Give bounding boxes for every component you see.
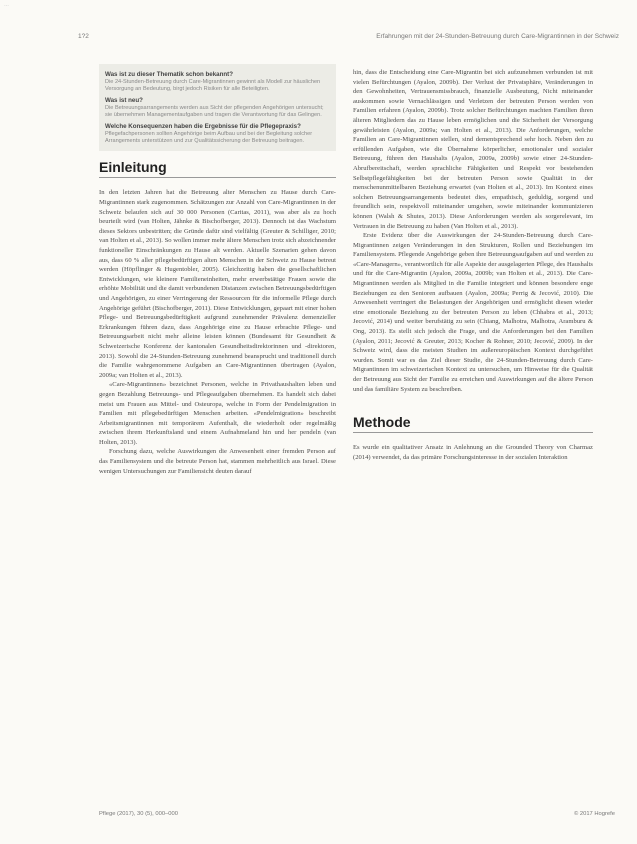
left-column [99,64,336,476]
paragraph: «Care-Migrantinnen» bezeichnet Personen, welche in Privathaushalten leben und gegen Bezahlung Betreuungs- und Pflegeaufgaben übernehmen. Es handelt sich dabei meist um Frauen aus Mittel- und Osteuropa, welche in Form der Pendelmigration in Familien mit pflegebedürftigen Menschen arbeiten. «Pendelmigration» beschreibt Arbeitsmigrantinnen mit temporärem Aufenthalt, die wiederholt oder regelmäßig zwischen ihrem Herkunftsland und einem Aufnahmeland hin und her pendeln (van Holten, 2013). [99,381,336,446]
right-column [353,68,593,462]
paragraph: Erste Evidenz über die Auswirkungen der 24-Stunden-Betreuung durch Care-Migrantinnen zeigen Veränderungen in den Strukturen, Rollen und Beziehungen im Familiensystem. Pflegende Angehörige geben ihre Betreuungsaufgaben auf und werden zu «Care-Managern», verantwortlich für alle Aspekte der ausgelagerten Pflege, des Haushalts und für die Care-Migrantin (Ayalon, 2009a, 2009b; van Holten et al., 2013). Die Care-Migrantinnen werden als Mitglied in die Familie integriert und können besondere enge Beziehungen zu den Senioren aufbauen (Ayalon, 2009a; Perrig & Jecović, 2010). Die Anwesenheit verringert die Belastungen der Angehörigen und ermöglicht diesen wieder eine emotionale Beziehung zu der betreuten Person zu leben (Chhabra et al., 2013; Jecović, 2014) und weiter berufstätig zu sein (Chiang, Malhotra, Malhotra, Aramburu & Ong, 2013). Es stellt sich jedoch die Frage, und die Anforderungen bei den Familien (Ayalon, 2011; Jecović & Greuter, 2013; Kocher & Rohner, 2010; Jecović, 2009). In der Schweiz wird, dass die meisten Studien im außereuropäischen Kontext durchgeführt wurden. Somit war es das Ziel dieser Studie, die 24-Stunden-Betreuung durch Care-Migrantinnen im schweizerischen Kontext zu untersuchen, um Hinweise für die Qualität der Betreuung aus Sicht der Familie zu erreichen und Auswirkungen auf die ältere Person und das familiäre System zu beschreiben. [353,232,593,393]
box-answer-3: Pflegefachpersonen sollten Angehörige beim Aufbau und bei der Begleitung solcher Arrangements unterstützen und zur Qualitätssicherung der Betreuung beitragen. [105,130,313,145]
paragraph: Forschung dazu, welche Auswirkungen die Anwesenheit einer fremden Person auf das Familiensystem und die betreute Person hat, stammen mehrheitlich aus Israel. Diese wenigen Untersuchungen zur Familiensicht deuten darauf [99,448,336,475]
section-title-einleitung: Einleitung [99,159,336,178]
box-question-2: Was ist neu? [105,96,143,104]
key-points-box [99,64,336,151]
corner-mark: … [4,2,9,8]
paragraph: hin, dass die Entscheidung eine Care-Migrantin bei sich aufzunehmen verbunden ist mit vielen Befürchtungen (Ayalon, 2009b). Der Verlust der Privatsphäre, Veränderungen in den Gewohnheiten, Vertrauensmissbrauch, finanzielle Ausbeutung, Nicht miteinander auskommen sowie Vernachlässigen und Verletzen der betreuten Person werden von Familien erfahren (Ayalon, 2009b). Trotz solcher Befürchtungen machten Familien ihren älteren Mitgliedern das zu Hause leben ermöglichen und die Sicherheit der Versorgung gewährleisten (Ayalon, 2009a; van Holten et al., 2013). Die Anforderungen, welche Familien an Care-Migrantinnen stellen, sind dementsprechend sehr hoch. Neben den zu erfüllenden Aufgaben, wie die Übernahme körperlicher, emotionaler und sozialer Betreuung, führen den Haushalts (Ayalon, 2009a, 2009b) sowie einer 24-Stunden-Abrufbereitschaft, werden sprachliche Fähigkeiten und Respekt vor bestehenden Selbstpflegefähigkeiten bei der betreuten Person sowie Qualität in der menschenunmittelbaren Beziehung erwartet (van Holten et al., 2013). Im Kontext eines solchen Betreuungsarrangements bedeutet dies, empathisch, geduldig, sorgend und freundlich sein, respektvoll miteinander umgehen, sowie miteinander kommunizieren können (Walsh & Shutes, 2013). Diese Anforderungen werden als sorgerelevant, im Vertrauen in die Betreuung zu haben (Van Holten et al., 2013). [353,69,593,230]
paragraph: Es wurde ein qualitativer Ansatz in Anlehnung an die Grounded Theory von Charmaz (2014) verwendet, da das primäre Forschungsinteresse in der sozialen Interaktion [353,444,593,461]
box-answer-2: Die Betreuungsarrangements werden aus Sicht der pflegenden Angehörigen untersucht; sie übernehmen Managementaufgaben und tragen die Verantwortung für das Gelingen. [105,104,324,119]
running-title: Erfahrungen mit der 24-Stunden-Betreuung durch Care-Migrantinnen in der Schweiz [376,32,619,40]
box-question-1: Was ist zu dieser Thematik schon bekannt? [105,71,234,78]
footer-copyright: © 2017 Hogrefe [573,811,615,817]
box-question-3: Welche Konsequenzen haben die Ergebnisse für die Pflegepraxis? [105,122,301,130]
section-title-methode: Methode [353,414,593,433]
page-number: 1?2 [78,32,89,40]
paragraph: In den letzten Jahren hat die Betreuung alter Menschen zu Hause durch Care-Migrantinnen stark zugenommen. Schätzungen zur Anzahl von Care-Migrantinnen in der Schweiz belaufen sich auf 30 000 Personen (Caritas, 2011), was aber als zu hoch beurteilt wird (van Holten, Jähnke & Bischofberger, 2013). Dennoch ist das Wachstum dieses Sektors unbestritten; die Gründe dafür sind vielfältig (Greuter & Schilliger, 2010; van Holten et al., 2013). So wollen immer mehr ältere Menschen trotz sich abzeichnender funktioneller Einschränkungen zu Hause alt werden. Aktuelle Szenarien gehen davon aus, dass 60 % aller pflegebedürftigen alten Menschen in der Schweiz zu Hause betreut werden (Höpflinger & Hugentobler, 2005). Gleichzeitig haben die gesellschaftlichen Entwicklungen, wie kleinere Familieneinheiten, mehr erwerbstätige Frauen sowie die erhöhte Mobilität und die damit verbundenen Distanzen zwischen Betreuungsbedürftigen und Angehörigen, zu einer Verringerung der Ressourcen für die informelle Pflege durch Angehörige geführt (Bischofberger, 2011). Diese Entwicklungen, gepaart mit einer hohen Pflege- und Betreuungsbedürftigkeit aufgrund zunehmender Prävalenz demenzieller Erkrankungen führen dazu, dass Angehörige eine zu Hause erbrachte Pflege- und Betreuungsarbeit nicht mehr alleine leisten können (Bundesamt für Gesundheit & Schweizerische Konferenz der kantonalen Gesundheitsdirektorinnen und -direktoren, 2013). Sowohl die 24-Stunden-Betreuung zunehmend beansprucht und traditionell durch die Familie wahrgenommene Aufgaben an Care-Migrantinnen übertragen (Ayalon, 2009a; van Holten et al., 2013). [99,189,336,379]
page-header [78,30,619,42]
box-answer-1: Die 24-Stunden-Betreuung durch Care-Migrantinnen gewinnt als Modell zur häuslichen Versorgung an Bedeutung, birgt jedoch Risiken für alle Beteiligten. [105,79,321,93]
footer-citation: Pflege (2017), 30 (5), 000–000 [99,811,178,817]
